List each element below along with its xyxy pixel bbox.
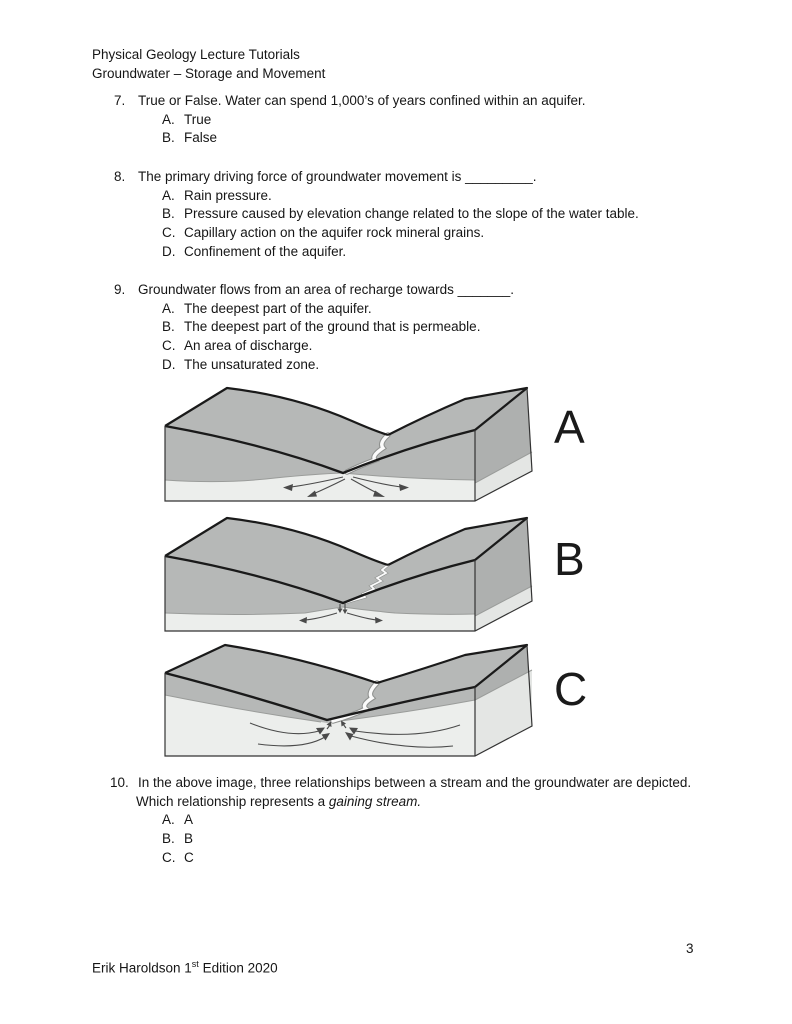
diagram-label-c: C (554, 663, 588, 715)
question-10-text-line1: In the above image, three relationships between a stream and the groundwater are depicted. (138, 775, 692, 790)
question-9 (114, 281, 514, 375)
question-8-option-a: A. Rain pressure. (162, 187, 272, 203)
block-diagram-c (155, 643, 545, 765)
question-9-text: Groundwater flows from an area of recharge towards _______. (138, 282, 514, 297)
question-7 (114, 92, 586, 148)
edition-credit: Erik Haroldson 1st Edition 2020 (92, 959, 278, 976)
diagram-label-a: A (554, 401, 585, 453)
question-8-text: The primary driving force of groundwater movement is _________. (138, 169, 537, 184)
header-subtitle: Groundwater – Storage and Movement (92, 65, 326, 81)
diagram-label-b: B (554, 533, 585, 585)
question-9-option-a: A. The deepest part of the aquifer. (162, 300, 372, 316)
question-8 (114, 168, 639, 262)
page-number: 3 (686, 941, 694, 956)
question-9-option-d: D. The unsaturated zone. (162, 356, 320, 372)
question-8-number: 8. (114, 169, 126, 184)
question-7-option-a: A. True (162, 111, 212, 127)
question-8-option-b: B. Pressure caused by elevation change related to the slope of the water table. (162, 206, 639, 222)
question-10-option-b: B. B (162, 831, 194, 847)
question-9-number: 9. (114, 282, 126, 297)
page-header (92, 46, 325, 83)
header-title: Physical Geology Lecture Tutorials (92, 47, 300, 62)
question-10-option-c: C. C (162, 849, 194, 865)
block-diagram-a (155, 386, 545, 508)
question-10-text-line2: Which relationship represents a gaining stream. (136, 793, 422, 809)
question-8-option-c: C. Capillary action on the aquifer rock mineral grains. (162, 225, 485, 241)
question-9-option-c: C. An area of discharge. (162, 338, 313, 354)
question-7-text: True or False. Water can spend 1,000’s of years confined within an aquifer. (138, 93, 586, 108)
block-diagram-b (155, 516, 545, 638)
question-7-number: 7. (114, 93, 126, 108)
question-8-option-d: D. Confinement of the aquifer. (162, 243, 347, 259)
question-7-option-b: B. False (162, 130, 218, 146)
question-10-number: 10. (110, 775, 129, 790)
question-10 (110, 774, 691, 868)
question-9-option-b: B. The deepest part of the ground that is permeable. (162, 319, 481, 335)
question-10-option-a: A. A (162, 812, 194, 828)
